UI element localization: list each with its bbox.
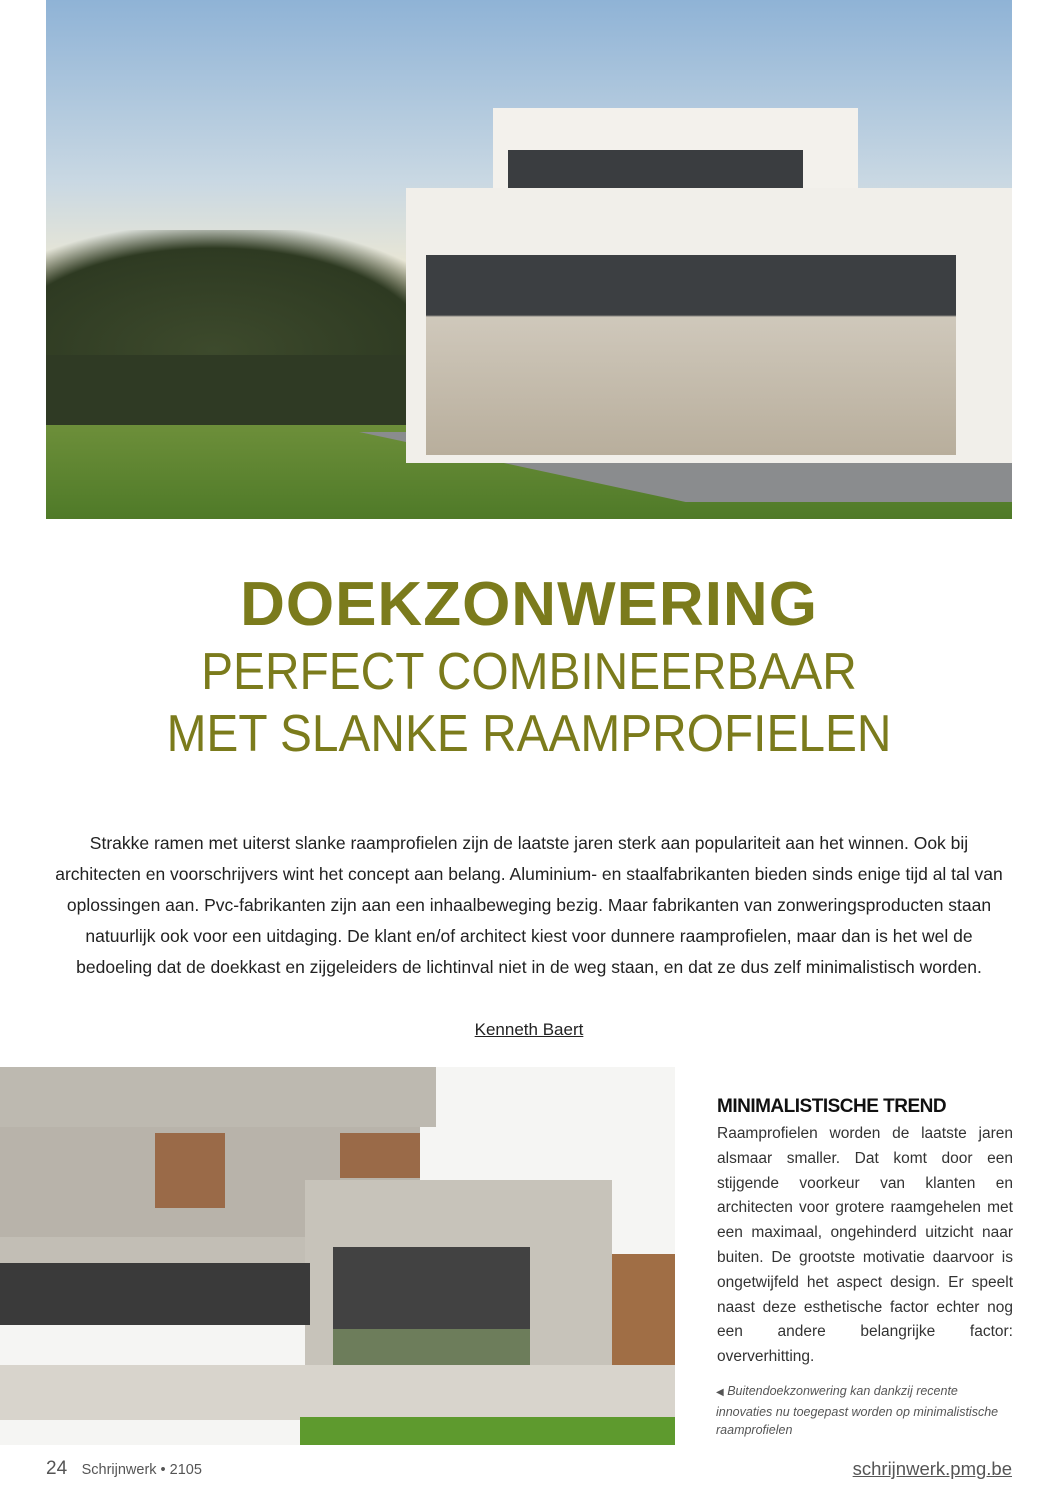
magazine-issue: Schrijnwerk • 2105 — [81, 1462, 202, 1478]
title-sub-line2: MET SLANKE RAAMPROFIELEN — [166, 705, 892, 763]
section-minimalistische-trend — [717, 1096, 1013, 1370]
title-sub-line1: PERFECT COMBINEERBAAR — [201, 643, 857, 701]
hero-photo-modern-house — [46, 0, 1012, 519]
wood-cladding — [155, 1133, 225, 1208]
hedge — [46, 355, 466, 435]
caption-text: Buitendoekzonwering kan dankzij recente innovaties nu toegepast worden op minimalistische raamprofielen — [716, 1384, 999, 1437]
website-link[interactable]: schrijnwerk.pmg.be — [852, 1458, 1012, 1479]
grass — [300, 1417, 675, 1445]
author-link[interactable]: Kenneth Baert — [474, 1020, 584, 1039]
wood-cladding — [340, 1133, 420, 1178]
intro-paragraph: Strakke ramen met uiterst slanke raamprofielen zijn de laatste jaren sterk aan populariteit aan het winnen. Ook bij architecten en voorschrijvers wint het concept aan belang. Aluminium- en staalfabrikanten bieden sinds enige tijd al tal van oplossingen aan. Pvc-fabrikanten zijn aan een inhaalbeweging bezig. Maar fabrikanten van zonweringsproducten staan natuurlijk ook voor een uitdaging. De klant en/of architect kiest voor dunnere raamprofielen, maar dan is het wel de bedoeling dat de doekkast en zijgeleiders de lichtinval niet in de weg staan, en dat ze dus zelf minimalistisch worden. — [55, 833, 1003, 977]
paving — [0, 1365, 675, 1420]
section-heading: MINIMALISTISCHE TREND — [717, 1096, 947, 1117]
triangle-left-icon: ◀ — [716, 1387, 724, 1398]
lower-window-screen — [426, 255, 956, 455]
title-main: DOEKZONWERING — [240, 570, 818, 639]
wood-door — [612, 1254, 675, 1374]
footer-left — [46, 1458, 202, 1480]
brick-top — [0, 1067, 436, 1127]
page-number: 24 — [46, 1458, 68, 1479]
screen-blind — [0, 1263, 310, 1325]
article-title — [0, 570, 1058, 764]
screen-blind — [333, 1247, 530, 1329]
photo-caption — [716, 1382, 1016, 1440]
photo-brick-house-with-screens — [0, 1067, 675, 1445]
section-body: Raamprofielen worden de laatste jaren alsmaar smaller. Dat komt door een stijgende voorkeur van klanten en architecten voor grotere raamgehelen met een maximaal, ongehinderd uitzicht naar buiten. De grootste motivatie daarvoor is ongetwijfeld het aspect design. Er speelt naast deze esthetische factor echter nog een andere belangrijke factor: oververhitting. — [717, 1125, 1013, 1366]
